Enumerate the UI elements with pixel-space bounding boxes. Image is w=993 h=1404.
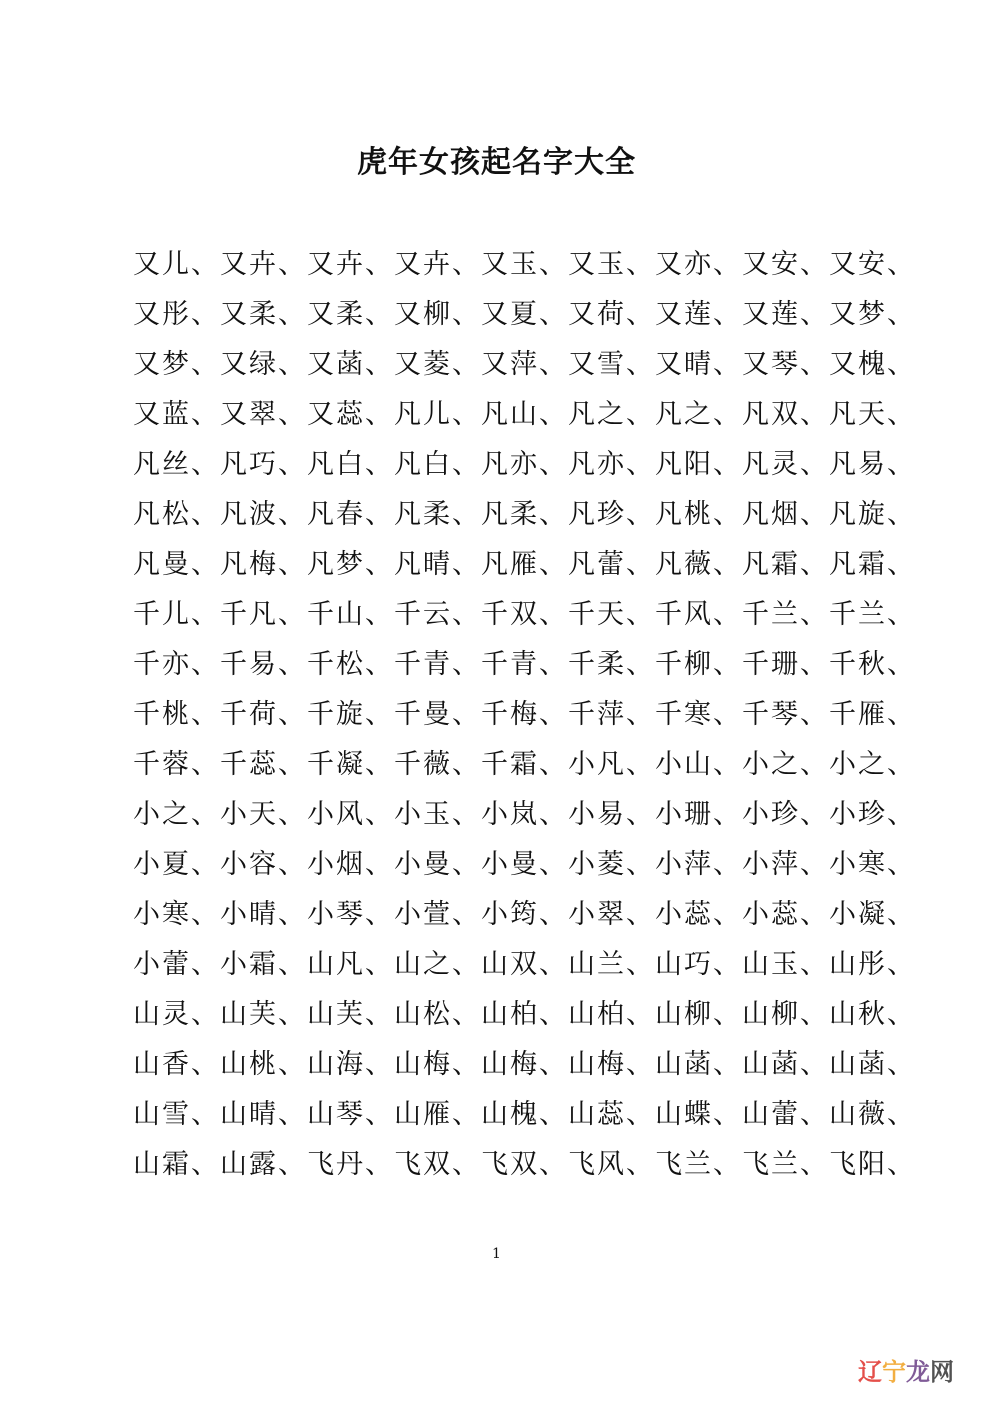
name-row: 山雪、山晴、山琴、山雁、山槐、山蕊、山蝶、山蕾、山薇、 xyxy=(133,1099,916,1130)
name-row: 小之、小天、小风、小玉、小岚、小易、小珊、小珍、小珍、 xyxy=(133,799,916,830)
site-watermark xyxy=(858,1355,968,1389)
name-row: 千儿、千凡、千山、千云、千双、千天、千风、千兰、千兰、 xyxy=(133,599,916,630)
watermark-char: 辽 xyxy=(858,1358,882,1386)
name-row: 小夏、小容、小烟、小曼、小曼、小菱、小萍、小萍、小寒、 xyxy=(133,849,916,880)
name-row: 千桃、千荷、千旋、千曼、千梅、千萍、千寒、千琴、千雁、 xyxy=(133,699,916,730)
name-row: 山灵、山芙、山芙、山松、山柏、山柏、山柳、山柳、山秋、 xyxy=(133,999,916,1030)
page-title: 虎年女孩起名字大全 xyxy=(357,145,636,180)
name-row: 凡曼、凡梅、凡梦、凡晴、凡雁、凡蕾、凡薇、凡霜、凡霜、 xyxy=(133,549,916,580)
name-row: 又儿、又卉、又卉、又卉、又玉、又玉、又亦、又安、又安、 xyxy=(133,249,916,280)
name-row: 又蓝、又翠、又蕊、凡儿、凡山、凡之、凡之、凡双、凡天、 xyxy=(133,399,916,430)
watermark-char: 龙 xyxy=(906,1358,930,1386)
name-row: 凡丝、凡巧、凡白、凡白、凡亦、凡亦、凡阳、凡灵、凡易、 xyxy=(133,449,916,480)
name-row: 凡松、凡波、凡春、凡柔、凡柔、凡珍、凡桃、凡烟、凡旋、 xyxy=(133,499,916,530)
watermark-char: 网 xyxy=(930,1358,954,1386)
name-row: 千蓉、千蕊、千凝、千薇、千霜、小凡、小山、小之、小之、 xyxy=(133,749,916,780)
name-row: 山香、山桃、山海、山梅、山梅、山梅、山菡、山菡、山菡、 xyxy=(133,1049,916,1080)
name-row: 千亦、千易、千松、千青、千青、千柔、千柳、千珊、千秋、 xyxy=(133,649,916,680)
name-row: 又梦、又绿、又菡、又菱、又萍、又雪、又晴、又琴、又槐、 xyxy=(133,349,916,380)
name-row: 山霜、山露、飞丹、飞双、飞双、飞风、飞兰、飞兰、飞阳、 xyxy=(133,1149,916,1180)
name-row: 小蕾、小霜、山凡、山之、山双、山兰、山巧、山玉、山彤、 xyxy=(133,949,916,980)
names-list xyxy=(133,240,916,1190)
name-row: 小寒、小晴、小琴、小萱、小筠、小翠、小蕊、小蕊、小凝、 xyxy=(133,899,916,930)
page-number: 1 xyxy=(492,1246,501,1262)
watermark-char: 宁 xyxy=(882,1358,906,1386)
name-row: 又彤、又柔、又柔、又柳、又夏、又荷、又莲、又莲、又梦、 xyxy=(133,299,916,330)
